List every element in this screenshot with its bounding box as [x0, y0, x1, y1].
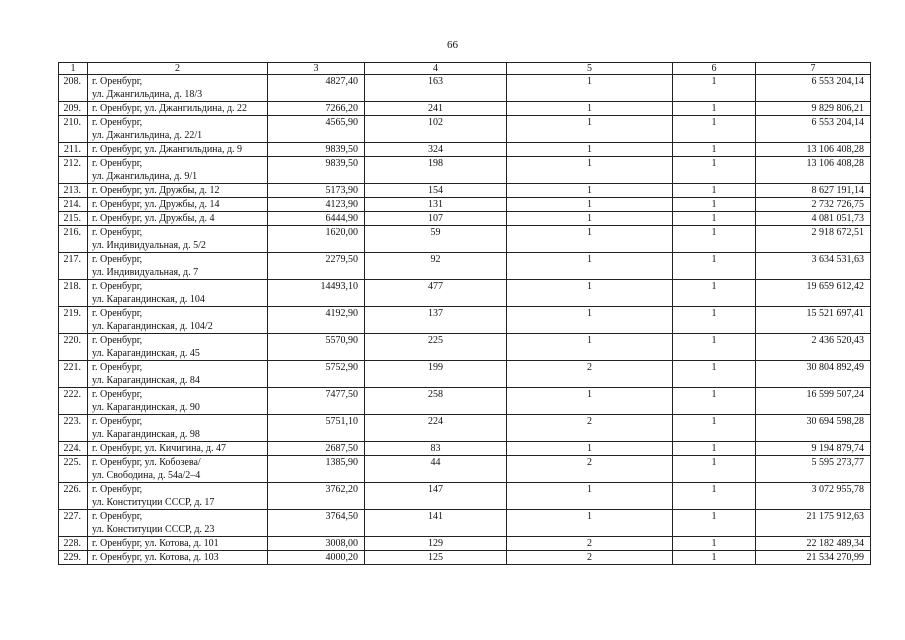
- amount-cell: 8 627 191,14: [756, 184, 871, 198]
- table-row: [59, 280, 871, 307]
- column-header: 3: [268, 63, 365, 75]
- area-cell: 4565,90: [268, 116, 365, 143]
- registry-table: [58, 62, 871, 565]
- address-cell: г. Оренбург, ул. Дружбы, д. 4: [88, 212, 268, 226]
- column-4-cell: 324: [365, 143, 507, 157]
- row-number: 211.: [59, 143, 88, 157]
- column-5-cell: 1: [507, 334, 673, 361]
- amount-cell: 15 521 697,41: [756, 307, 871, 334]
- column-4-cell: 107: [365, 212, 507, 226]
- column-header: 1: [59, 63, 88, 75]
- address-cell: г. Оренбург, ул. Конституции СССР, д. 23: [88, 510, 268, 537]
- column-4-cell: 92: [365, 253, 507, 280]
- amount-cell: 9 194 879,74: [756, 442, 871, 456]
- row-number: 212.: [59, 157, 88, 184]
- column-4-cell: 102: [365, 116, 507, 143]
- column-6-cell: 1: [673, 143, 756, 157]
- row-number: 219.: [59, 307, 88, 334]
- address-cell: г. Оренбург, ул. Котова, д. 103: [88, 551, 268, 565]
- area-cell: 4192,90: [268, 307, 365, 334]
- row-number: 222.: [59, 388, 88, 415]
- table-row: [59, 116, 871, 143]
- amount-cell: 22 182 489,34: [756, 537, 871, 551]
- column-4-cell: 137: [365, 307, 507, 334]
- column-4-cell: 147: [365, 483, 507, 510]
- table-row: [59, 157, 871, 184]
- column-6-cell: 1: [673, 361, 756, 388]
- row-number: 216.: [59, 226, 88, 253]
- area-cell: 3764,50: [268, 510, 365, 537]
- amount-cell: 30 804 892,49: [756, 361, 871, 388]
- column-5-cell: 2: [507, 415, 673, 442]
- amount-cell: 21 175 912,63: [756, 510, 871, 537]
- column-6-cell: 1: [673, 456, 756, 483]
- table-row: [59, 361, 871, 388]
- table-row: [59, 551, 871, 565]
- amount-cell: 2 436 520,43: [756, 334, 871, 361]
- column-4-cell: 44: [365, 456, 507, 483]
- amount-cell: 16 599 507,24: [756, 388, 871, 415]
- column-header: 5: [507, 63, 673, 75]
- table-row: [59, 212, 871, 226]
- area-cell: 4123,90: [268, 198, 365, 212]
- column-6-cell: 1: [673, 116, 756, 143]
- column-6-cell: 1: [673, 334, 756, 361]
- area-cell: 5752,90: [268, 361, 365, 388]
- table-row: [59, 415, 871, 442]
- column-5-cell: 1: [507, 157, 673, 184]
- amount-cell: 21 534 270,99: [756, 551, 871, 565]
- row-number: 223.: [59, 415, 88, 442]
- column-6-cell: 1: [673, 280, 756, 307]
- column-5-cell: 1: [507, 75, 673, 102]
- address-cell: г. Оренбург, ул. Джангильдина, д. 9: [88, 143, 268, 157]
- address-cell: г. Оренбург, ул. Конституции СССР, д. 17: [88, 483, 268, 510]
- amount-cell: 2 732 726,75: [756, 198, 871, 212]
- area-cell: 3762,20: [268, 483, 365, 510]
- row-number: 218.: [59, 280, 88, 307]
- column-6-cell: 1: [673, 184, 756, 198]
- column-5-cell: 1: [507, 280, 673, 307]
- amount-cell: 2 918 672,51: [756, 226, 871, 253]
- area-cell: 1385,90: [268, 456, 365, 483]
- row-number: 225.: [59, 456, 88, 483]
- column-5-cell: 1: [507, 212, 673, 226]
- address-cell: г. Оренбург, ул. Котова, д. 101: [88, 537, 268, 551]
- area-cell: 7266,20: [268, 102, 365, 116]
- table-row: [59, 456, 871, 483]
- amount-cell: 13 106 408,28: [756, 157, 871, 184]
- address-cell: г. Оренбург, ул. Дружбы, д. 14: [88, 198, 268, 212]
- amount-cell: 13 106 408,28: [756, 143, 871, 157]
- amount-cell: 4 081 051,73: [756, 212, 871, 226]
- table-row: [59, 442, 871, 456]
- row-number: 215.: [59, 212, 88, 226]
- amount-cell: 5 595 273,77: [756, 456, 871, 483]
- column-5-cell: 1: [507, 226, 673, 253]
- table-row: [59, 483, 871, 510]
- column-5-cell: 2: [507, 456, 673, 483]
- row-number: 217.: [59, 253, 88, 280]
- table-row: [59, 198, 871, 212]
- amount-cell: 6 553 204,14: [756, 75, 871, 102]
- row-number: 228.: [59, 537, 88, 551]
- column-5-cell: 1: [507, 198, 673, 212]
- amount-cell: 9 829 806,21: [756, 102, 871, 116]
- address-cell: г. Оренбург, ул. Карагандинская, д. 104: [88, 280, 268, 307]
- column-5-cell: 1: [507, 388, 673, 415]
- column-4-cell: 83: [365, 442, 507, 456]
- address-cell: г. Оренбург, ул. Джангильдина, д. 9/1: [88, 157, 268, 184]
- column-6-cell: 1: [673, 415, 756, 442]
- column-header: 2: [88, 63, 268, 75]
- area-cell: 14493,10: [268, 280, 365, 307]
- column-4-cell: 131: [365, 198, 507, 212]
- address-cell: г. Оренбург, ул. Джангильдина, д. 18/3: [88, 75, 268, 102]
- address-cell: г. Оренбург, ул. Индивидуальная, д. 5/2: [88, 226, 268, 253]
- amount-cell: 30 694 598,28: [756, 415, 871, 442]
- area-cell: 4000,20: [268, 551, 365, 565]
- area-cell: 9839,50: [268, 143, 365, 157]
- table-row: [59, 537, 871, 551]
- column-6-cell: 1: [673, 537, 756, 551]
- address-cell: г. Оренбург, ул. Кобозева/ ул. Свободина, д. 54а/2–4: [88, 456, 268, 483]
- column-4-cell: 199: [365, 361, 507, 388]
- row-number: 221.: [59, 361, 88, 388]
- address-cell: г. Оренбург, ул. Карагандинская, д. 104/2: [88, 307, 268, 334]
- column-6-cell: 1: [673, 442, 756, 456]
- column-5-cell: 1: [507, 483, 673, 510]
- area-cell: 5570,90: [268, 334, 365, 361]
- column-6-cell: 1: [673, 212, 756, 226]
- amount-cell: 3 634 531,63: [756, 253, 871, 280]
- row-number: 208.: [59, 75, 88, 102]
- address-cell: г. Оренбург, ул. Джангильдина, д. 22: [88, 102, 268, 116]
- column-6-cell: 1: [673, 75, 756, 102]
- column-5-cell: 1: [507, 253, 673, 280]
- row-number: 229.: [59, 551, 88, 565]
- column-5-cell: 2: [507, 361, 673, 388]
- column-6-cell: 1: [673, 253, 756, 280]
- table-row: [59, 184, 871, 198]
- column-6-cell: 1: [673, 307, 756, 334]
- column-header: 6: [673, 63, 756, 75]
- column-5-cell: 2: [507, 551, 673, 565]
- address-cell: г. Оренбург, ул. Джангильдина, д. 22/1: [88, 116, 268, 143]
- table-row: [59, 102, 871, 116]
- column-5-cell: 1: [507, 102, 673, 116]
- column-5-cell: 1: [507, 307, 673, 334]
- column-5-cell: 1: [507, 510, 673, 537]
- row-number: 224.: [59, 442, 88, 456]
- row-number: 209.: [59, 102, 88, 116]
- table-row: [59, 334, 871, 361]
- column-6-cell: 1: [673, 483, 756, 510]
- area-cell: 6444,90: [268, 212, 365, 226]
- address-cell: г. Оренбург, ул. Карагандинская, д. 98: [88, 415, 268, 442]
- column-6-cell: 1: [673, 198, 756, 212]
- amount-cell: 6 553 204,14: [756, 116, 871, 143]
- column-5-cell: 1: [507, 116, 673, 143]
- area-cell: 2279,50: [268, 253, 365, 280]
- column-4-cell: 129: [365, 537, 507, 551]
- row-number: 214.: [59, 198, 88, 212]
- area-cell: 3008,00: [268, 537, 365, 551]
- address-cell: г. Оренбург, ул. Индивидуальная, д. 7: [88, 253, 268, 280]
- column-5-cell: 1: [507, 143, 673, 157]
- column-6-cell: 1: [673, 388, 756, 415]
- area-cell: 2687,50: [268, 442, 365, 456]
- address-cell: г. Оренбург, ул. Карагандинская, д. 45: [88, 334, 268, 361]
- column-6-cell: 1: [673, 510, 756, 537]
- column-4-cell: 198: [365, 157, 507, 184]
- column-5-cell: 1: [507, 184, 673, 198]
- row-number: 220.: [59, 334, 88, 361]
- area-cell: 5751,10: [268, 415, 365, 442]
- area-cell: 9839,50: [268, 157, 365, 184]
- column-4-cell: 125: [365, 551, 507, 565]
- column-6-cell: 1: [673, 102, 756, 116]
- table-row: [59, 143, 871, 157]
- table-row: [59, 75, 871, 102]
- table-row: [59, 510, 871, 537]
- column-4-cell: 154: [365, 184, 507, 198]
- address-cell: г. Оренбург, ул. Кичигина, д. 47: [88, 442, 268, 456]
- area-cell: 7477,50: [268, 388, 365, 415]
- column-4-cell: 59: [365, 226, 507, 253]
- column-5-cell: 1: [507, 442, 673, 456]
- address-cell: г. Оренбург, ул. Карагандинская, д. 84: [88, 361, 268, 388]
- table-row: [59, 307, 871, 334]
- table-row: [59, 253, 871, 280]
- column-4-cell: 477: [365, 280, 507, 307]
- column-4-cell: 224: [365, 415, 507, 442]
- area-cell: 5173,90: [268, 184, 365, 198]
- column-header: 7: [756, 63, 871, 75]
- column-4-cell: 258: [365, 388, 507, 415]
- table-row: [59, 226, 871, 253]
- column-4-cell: 241: [365, 102, 507, 116]
- table-body: [59, 75, 871, 565]
- column-6-cell: 1: [673, 551, 756, 565]
- row-number: 226.: [59, 483, 88, 510]
- column-4-cell: 225: [365, 334, 507, 361]
- row-number: 213.: [59, 184, 88, 198]
- column-6-cell: 1: [673, 157, 756, 184]
- column-4-cell: 163: [365, 75, 507, 102]
- column-number-row: [59, 63, 871, 75]
- table-row: [59, 388, 871, 415]
- area-cell: 4827,40: [268, 75, 365, 102]
- row-number: 227.: [59, 510, 88, 537]
- amount-cell: 3 072 955,78: [756, 483, 871, 510]
- address-cell: г. Оренбург, ул. Карагандинская, д. 90: [88, 388, 268, 415]
- column-6-cell: 1: [673, 226, 756, 253]
- area-cell: 1620,00: [268, 226, 365, 253]
- row-number: 210.: [59, 116, 88, 143]
- column-5-cell: 2: [507, 537, 673, 551]
- page-number: 66: [447, 39, 458, 51]
- address-cell: г. Оренбург, ул. Дружбы, д. 12: [88, 184, 268, 198]
- column-header: 4: [365, 63, 507, 75]
- column-4-cell: 141: [365, 510, 507, 537]
- amount-cell: 19 659 612,42: [756, 280, 871, 307]
